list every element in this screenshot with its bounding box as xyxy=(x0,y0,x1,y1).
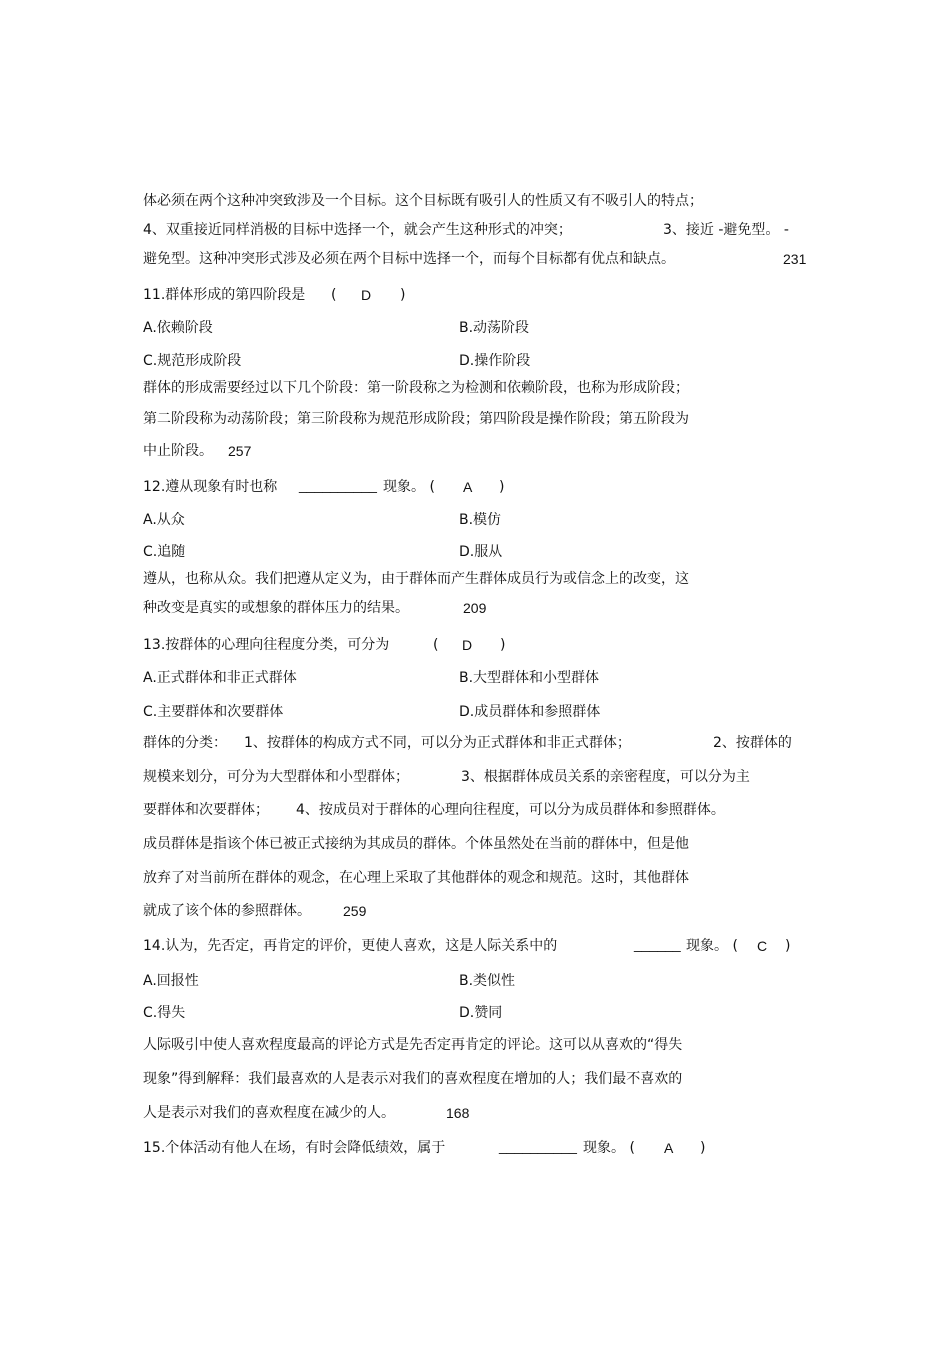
explanation-line: 1、按群体的构成方式不同，可以分为正式群体和非正式群体； xyxy=(244,735,631,751)
option-d: D.服从 xyxy=(459,544,503,560)
option-c: C.追随 xyxy=(143,544,186,560)
page-reference: 257 xyxy=(228,443,252,459)
paren-open: ( xyxy=(331,287,337,303)
question-stem: 12.遵从现象有时也称 xyxy=(143,479,278,495)
option-d: D.成员群体和参照群体 xyxy=(459,704,601,720)
text-line: 体必须在两个这种冲突致涉及一个目标。这个目标既有吸引人的性质又有不吸引人的特点； xyxy=(143,193,703,209)
option-b: B.大型群体和小型群体 xyxy=(459,670,600,686)
answer-letter: D xyxy=(462,637,473,653)
explanation-line: 群体的分类： xyxy=(143,735,227,751)
question-stem: 13.按群体的心理向往程度分类，可分为 xyxy=(143,637,390,653)
question-stem: 14.认为，先否定，再肯定的评价，更使人喜欢，这是人际关系中的 xyxy=(143,938,558,954)
option-c: C.得失 xyxy=(143,1005,186,1021)
explanation-line: 人是表示对我们的喜欢程度在减少的人。 xyxy=(143,1105,395,1121)
paren-close: ) xyxy=(499,479,505,495)
explanation-line: 现象”得到解释：我们最喜欢的人是表示对我们的喜欢程度在增加的人；我们最不喜欢的 xyxy=(143,1071,683,1087)
paren-close: ) xyxy=(500,637,506,653)
explanation-line: 成员群体是指该个体已被正式接纳为其成员的群体。个体虽然处在当前的群体中，但是他 xyxy=(143,836,689,852)
explanation-line: 人际吸引中使人喜欢程度最高的评论方式是先否定再肯定的评论。这可以从喜欢的“得失 xyxy=(143,1037,683,1053)
answer-blank: __________ xyxy=(499,1138,577,1154)
question-stem: 15.个体活动有他人在场，有时会降低绩效，属于 xyxy=(143,1140,446,1156)
question-stem-tail: 现象。 ( xyxy=(583,1140,635,1156)
explanation-line: 遵从，也称从众。我们把遵从定义为，由于群体而产生群体成员行为或信念上的改变，这 xyxy=(143,571,689,587)
answer-letter: C xyxy=(757,938,768,954)
explanation-line: 群体的形成需要经过以下几个阶段：第一阶段称之为检测和依赖阶段，也称为形成阶段； xyxy=(143,380,689,396)
explanation-line: 第二阶段称为动荡阶段；第三阶段称为规范形成阶段；第四阶段是操作阶段；第五阶段为 xyxy=(143,411,689,427)
option-a: A.正式群体和非正式群体 xyxy=(143,670,297,686)
answer-letter: D xyxy=(361,287,372,303)
text-line: 避免型。这种冲突形式涉及必须在两个目标中选择一个，而每个目标都有优点和缺点。 xyxy=(143,251,675,267)
page-reference: 209 xyxy=(463,600,487,616)
question-stem-tail: 现象。 ( xyxy=(686,938,738,954)
explanation-line: 4、按成员对于群体的心理向往程度，可以分为成员群体和参照群体。 xyxy=(296,802,725,818)
explanation-line: 要群体和次要群体； xyxy=(143,802,269,818)
explanation-line: 3、根据群体成员关系的亲密程度，可以分为主 xyxy=(461,769,750,785)
option-c: C.主要群体和次要群体 xyxy=(143,704,284,720)
explanation-line: 就成了该个体的参照群体。 xyxy=(143,903,311,919)
page-reference: 231 xyxy=(783,251,807,267)
answer-letter: A xyxy=(463,479,473,495)
option-d: D.操作阶段 xyxy=(459,353,531,369)
explanation-line: 规模来划分，可分为大型群体和小型群体； xyxy=(143,769,409,785)
explanation-line: 2、按群体的 xyxy=(713,735,792,751)
option-a: A.依赖阶段 xyxy=(143,320,213,336)
paren-close: ) xyxy=(700,1140,706,1156)
paren-open: ( xyxy=(433,637,439,653)
answer-blank: ______ xyxy=(634,936,681,952)
paren-close: ) xyxy=(785,938,791,954)
option-b: B.动荡阶段 xyxy=(459,320,530,336)
answer-letter: A xyxy=(664,1140,674,1156)
question-stem: 11.群体形成的第四阶段是 xyxy=(143,287,306,303)
page-reference: 168 xyxy=(446,1105,470,1121)
option-b: B.模仿 xyxy=(459,512,502,528)
answer-blank: __________ xyxy=(299,477,377,493)
question-stem-tail: 现象。 ( xyxy=(383,479,435,495)
option-a: A.回报性 xyxy=(143,973,199,989)
explanation-line: 放弃了对当前所在群体的观念，在心理上采取了其他群体的观念和规范。这时，其他群体 xyxy=(143,870,689,886)
option-a: A.从众 xyxy=(143,512,185,528)
option-d: D.赞同 xyxy=(459,1005,503,1021)
text-line: 4、双重接近同样消极的目标中选择一个，就会产生这种形式的冲突； xyxy=(143,222,572,238)
explanation-line: 中止阶段。 xyxy=(143,443,213,459)
option-c: C.规范形成阶段 xyxy=(143,353,242,369)
explanation-line: 种改变是真实的或想象的群体压力的结果。 xyxy=(143,600,409,616)
text-line: 3、接近 -避免型。 - xyxy=(663,222,789,238)
option-b: B.类似性 xyxy=(459,973,516,989)
paren-close: ) xyxy=(400,287,406,303)
page-reference: 259 xyxy=(343,903,367,919)
